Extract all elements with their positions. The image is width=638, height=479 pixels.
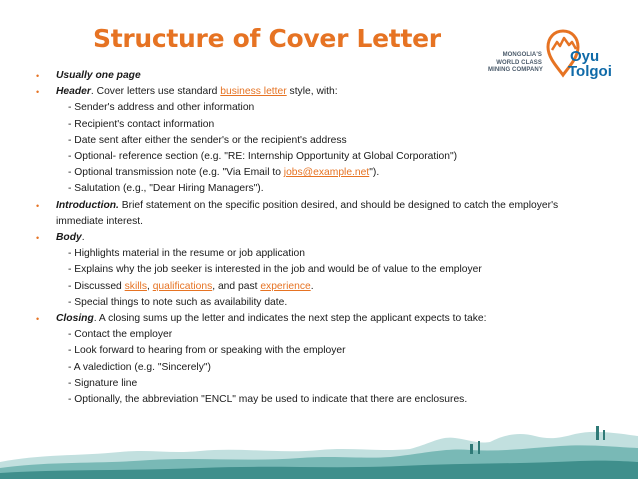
- closing-item: - Look forward to hearing from or speaking with the employer: [68, 345, 346, 357]
- bullet-usually: [36, 68, 606, 84]
- header-item-text: - Optional transmission note (e.g. "Via Email to: [68, 167, 284, 179]
- logo-tagline-line: MINING COMPANY: [488, 67, 543, 73]
- bullet-closing: [36, 311, 606, 327]
- header-item-text: ").: [369, 167, 380, 179]
- skills-link[interactable]: skills: [124, 280, 147, 292]
- business-letter-link[interactable]: business letter: [220, 86, 287, 98]
- introduction-text: Brief statement on the specific position desired, and should be designed to catch the employer's immediate interest.: [56, 199, 559, 227]
- body-item: - Explains why the job seeker is interested in the job and would be of value to the employer: [68, 264, 482, 276]
- landscape-footer-decoration: [0, 414, 638, 479]
- logo-word-tolgoi: Tolgoi: [568, 63, 612, 80]
- body-item: - Special things to note such as availability date.: [68, 296, 288, 308]
- usually-label: Usually one page: [56, 70, 141, 81]
- closing-item: - Contact the employer: [68, 329, 173, 341]
- logo-word-oyu: Oyu: [570, 48, 600, 65]
- closing-item: - Optionally, the abbreviation "ENCL" may be used to indicate that there are enclosures.: [68, 394, 468, 406]
- closing-item: - Signature line: [68, 377, 138, 389]
- bullet-icon: •: [36, 200, 40, 211]
- content: [36, 68, 606, 408]
- header-item: - Optional- reference section (e.g. "RE: Internship Opportunity at Global Corporation"): [68, 151, 458, 163]
- header-item: - Recipient's contact information: [68, 118, 215, 130]
- closing-text: . A closing sums up the letter and indicates the next step the applicant expects to take:: [93, 313, 487, 325]
- body-item: - Highlights material in the resume or job application: [68, 248, 305, 260]
- header-item: [36, 165, 606, 181]
- experience-link[interactable]: experience: [260, 280, 311, 292]
- header-item: - Salutation (e.g., "Dear Hiring Managers").: [68, 183, 264, 195]
- body-item-text: ,: [146, 280, 153, 292]
- closing-item: - A valediction (e.g. "Sincerely"): [68, 361, 211, 373]
- header-text: . Cover letters use standard: [90, 86, 221, 98]
- bullet-icon: •: [36, 71, 40, 81]
- bullet-icon: •: [36, 87, 40, 98]
- header-label: Header: [56, 86, 91, 98]
- bullet-icon: •: [36, 233, 40, 244]
- page-title: Structure of Cover Letter: [93, 24, 441, 53]
- bullet-body: [36, 230, 606, 246]
- body-label: Body: [56, 232, 82, 244]
- header-text: style, with:: [286, 86, 338, 98]
- introduction-label: Introduction.: [56, 199, 119, 211]
- header-item: - Sender's address and other information: [68, 102, 255, 114]
- email-link[interactable]: jobs@example.net: [283, 167, 370, 179]
- bullet-introduction: [36, 198, 606, 230]
- body-item-text: , and past: [212, 280, 261, 292]
- logo-tagline-line: WORLD CLASS: [496, 59, 542, 66]
- body-text: .: [81, 232, 85, 244]
- closing-label: Closing: [56, 313, 94, 325]
- qualifications-link[interactable]: qualifications: [152, 280, 213, 292]
- bullet-header: [36, 84, 606, 100]
- body-item: [36, 279, 606, 295]
- body-item-text: .: [310, 280, 314, 292]
- header-item: - Date sent after either the sender's or the recipient's address: [68, 134, 347, 146]
- logo-tagline-line: MONGOLIA'S: [502, 52, 542, 58]
- body-item-text: - Discussed: [68, 280, 125, 292]
- bullet-icon: •: [36, 314, 40, 325]
